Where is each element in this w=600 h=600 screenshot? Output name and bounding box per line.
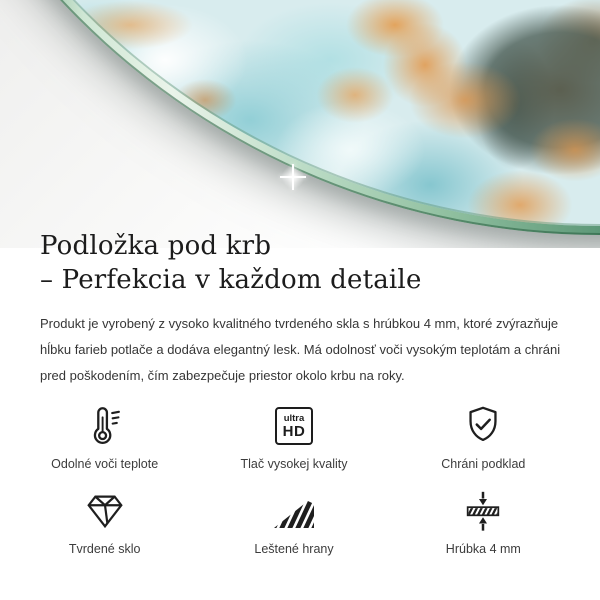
feature-tempered-glass: [10, 485, 199, 556]
product-image: [0, 0, 600, 235]
hero-section: [0, 0, 600, 248]
ultra-hd-badge: [275, 407, 313, 445]
thermometer-icon: [82, 400, 128, 452]
feature-label: Tvrdené sklo: [68, 542, 141, 556]
feature-label: Hrúbka 4 mm: [445, 542, 521, 556]
shield-check-icon: [460, 400, 506, 452]
feature-print-quality: [199, 400, 388, 471]
feature-label: Chráni podklad: [441, 457, 526, 471]
page-title-line1: Podložka pod krb: [40, 231, 272, 261]
feature-label: Leštené hrany: [254, 542, 334, 556]
page-title: [40, 229, 422, 297]
product-description: Produkt je vyrobený z vysoko kvalitného tvrdeného skla s hrúbkou 4 mm, ktoré zvýrazňuje hĺbku farieb potlače a dodáva elegantný lesk. Má odolnosť voči vysokým teplotám a chráni pred poškodením, čím zabezpečuje priestor okolo krbu na roky.: [40, 316, 561, 383]
marble-print: [0, 0, 600, 226]
feature-label: Tlač vysokej kvality: [240, 457, 348, 471]
page-title-line2: – Perfekcia v každom detaile: [40, 265, 422, 295]
diamond-icon: [81, 485, 129, 537]
sparkle-icon: [280, 164, 306, 190]
feature-thickness: [389, 485, 578, 556]
thickness-icon: [460, 485, 506, 537]
feature-polished-edges: [199, 485, 388, 556]
feature-grid: [10, 400, 578, 556]
feature-label: Odolné voči teplote: [51, 457, 159, 471]
ultra-hd-icon: [275, 400, 313, 452]
feature-heat-resistant: [10, 400, 199, 471]
ultra-hd-badge-bottom: HD: [282, 422, 306, 440]
polished-edges-icon: [270, 485, 318, 537]
ultra-hd-badge-top: ultra: [283, 412, 305, 424]
feature-protects-base: [389, 400, 578, 471]
